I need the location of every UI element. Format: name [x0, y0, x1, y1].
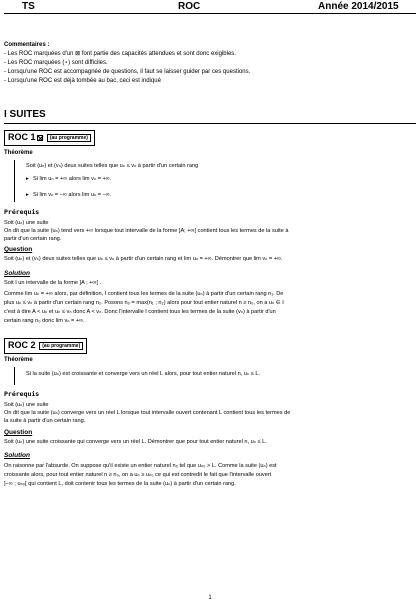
roc2-theorem-label: Théorème: [4, 357, 33, 363]
comment-line: - Lorsqu'une ROC est déjà tombée au bac, ceci est indiqué: [4, 78, 161, 84]
roc2-solution-line: ]−∞ ; uₙ₀[ qui contient L, doit contenir tous les termes de la suite (uₙ) à partir d'un certain rang.: [4, 481, 236, 487]
roc2-title-box: [4, 338, 87, 354]
comment-line: - Les ROC marquées d'un ⊠ font partie des capacités attendues et sont donc exigibles.: [4, 51, 236, 57]
header-right: Année 2014/2015: [318, 1, 399, 12]
roc1-solution-line: Soit I un intervalle de la forme ]A ; +∞[ .: [4, 280, 102, 286]
comments-title: Commentaires :: [4, 42, 50, 48]
roc1-solution-line: plus uₙ ≤ vₙ à partir d'un certain rang n₂. Posons n₀ = max(n₁ ; n₂) alors pour tout entier naturel n ≥ n₀, on a uₙ ∈ I: [4, 300, 284, 306]
page-header: [0, 0, 420, 12]
comments-block: [4, 42, 414, 86]
roc1-question-label: Question: [4, 246, 33, 253]
header-center: ROC: [178, 1, 201, 12]
roc2-question-label: Question: [4, 429, 33, 436]
roc1-title-box: [4, 130, 95, 146]
header-left: TS: [22, 1, 35, 12]
section-rule: [4, 123, 416, 124]
roc2-question-text: Soit (uₙ) une suite croissante qui converge vers un réel L. Démontrer que pour tout entier naturel n, uₙ ≤ L.: [4, 439, 267, 445]
roc2-prereq-label: Prérequis: [4, 390, 40, 398]
roc1-theorem-item: Si lim uₙ = +∞ alors lim vₙ = +∞.: [33, 176, 112, 182]
roc1-tag: (au programme): [47, 134, 91, 142]
roc1-prereq-line: On dit que la suite (uₙ) tend vers +∞ lorsque tout intervalle de la forme ]A; +∞[ contient tous les termes de la suite à: [4, 228, 289, 234]
roc2-solution-label: Solution: [4, 452, 30, 459]
roc2-theorem-text: Si la suite (uₙ) est croissante et converge vers un réel L alors, pour tout entier naturel n, uₙ ≤ L.: [26, 371, 260, 377]
comment-line: - Lorsqu'une ROC est accompagnée de questions, il faut se laisser guider par ces questions.: [4, 69, 251, 75]
roc2-prereq-line: Soit (uₙ) une suite: [4, 402, 49, 408]
roc1-prereq-line: partir d'un certain rang.: [4, 236, 62, 242]
roc2-tag: (au programme): [39, 342, 83, 350]
roc2-theorem-bar: [14, 367, 15, 385]
comment-line: - Les ROC marquées (⋆) sont difficiles.: [4, 60, 108, 66]
roc2-prereq-line: On dit que la suite (uₙ) converge vers un réel L lorsque tout intervalle ouvert contenant L contient tous les termes de: [4, 410, 291, 416]
bullet-icon: ▸: [26, 192, 29, 198]
roc1-theorem-bar: [14, 160, 15, 202]
roc2-solution-line: On raisonne par l'absurde. On suppose qu'il existe un entier naturel n₀ tel que uₙ₀ > L. Comme la suite (uₙ) est: [4, 463, 277, 469]
header-rule: [4, 13, 416, 14]
roc1-title: ROC 1: [8, 132, 36, 142]
section-title: I SUITES: [4, 109, 46, 120]
roc1-solution-label: Solution: [4, 270, 30, 277]
roc1-theorem-item: Si lim vₙ = −∞ alors lim uₙ = −∞.: [33, 192, 112, 198]
roc2-title: ROC 2: [8, 340, 36, 350]
roc1-solution-line: c'est à dire A < uₙ et uₙ ≤ vₙ donc A < vₙ. Donc l'intervalle I contient tous les termes de la suite (vₙ) à partir d'un: [4, 309, 276, 315]
roc1-prereq-label: Prérequis: [4, 208, 40, 216]
bullet-icon: ▸: [26, 176, 29, 182]
roc1-prereq-line: Soit (uₙ) une suite: [4, 220, 49, 226]
roc1-solution-line: Comme lim uₙ = +∞ alors, par définition, I contient tous les termes de la suite (uₙ) à partir d'un certain rang n₁. De: [4, 291, 284, 297]
checked-box-icon: [37, 135, 43, 141]
page-number: 1: [208, 595, 212, 601]
roc1-question-text: Soit (uₙ) et (vₙ) deux suites telles que uₙ ≤ vₙ à partir d'un certain rang et lim uₙ = +∞. Démontrer que lim vₙ = +∞.: [4, 256, 283, 262]
roc2-prereq-line: la suite à partir d'un certain rang.: [4, 418, 86, 424]
roc1-theorem-label: Théorème: [4, 150, 33, 156]
roc1-solution-line: certain rang n₀ donc lim vₙ = +∞.: [4, 318, 85, 324]
roc2-solution-line: croissante alors, pour tout entier naturel n ≥ n₀, on a uₙ ≥ uₙ₀ ce qui est contredit le fait que l'intervalle ouvert: [4, 472, 272, 478]
roc1-theorem-intro: Soit (uₙ) et (vₙ) deux suites telles que uₙ ≤ vₙ à partir d'un certain rang: [26, 163, 199, 169]
